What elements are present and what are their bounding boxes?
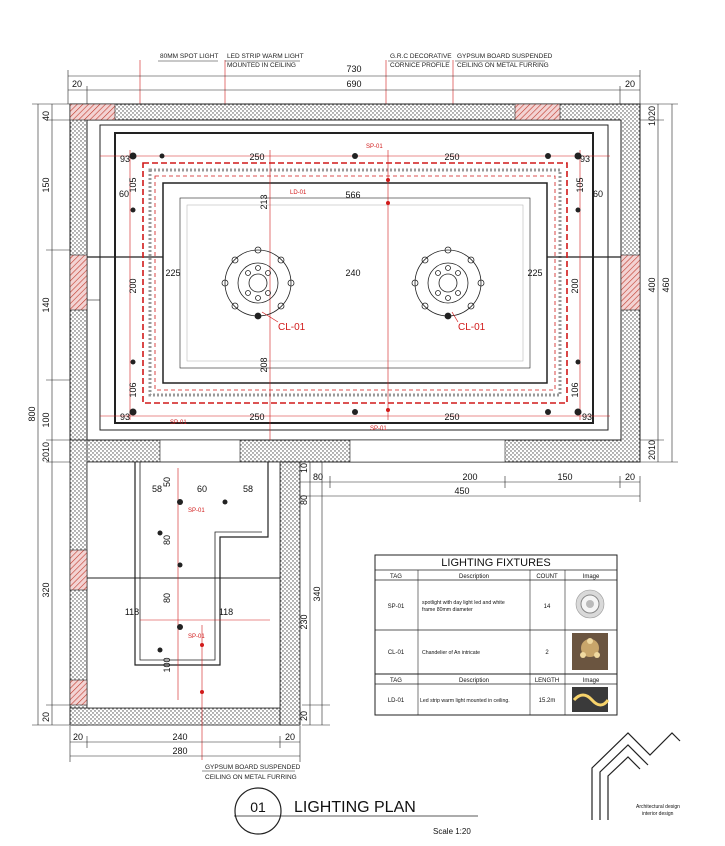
tag-sp01-e: SP-01 — [188, 634, 205, 640]
drawing-number: 01 — [250, 799, 266, 815]
legend-header2-description: Description — [458, 678, 490, 684]
dim-right-460: 460 — [661, 277, 671, 293]
grc-label: G.R.C DECORATIVE — [390, 53, 452, 60]
dim-s-10: 10 — [299, 462, 309, 474]
legend-row2-tag: CL-01 — [387, 650, 405, 656]
dim-left-140: 140 — [41, 297, 51, 313]
dim-lo-58a: 58 — [151, 484, 163, 494]
dim-right-1020: 1020 — [647, 105, 657, 127]
dim-left-100: 100 — [41, 412, 51, 428]
dim-in-213: 213 — [259, 194, 269, 210]
tag-sp01-a: SP-01 — [366, 144, 383, 150]
dim-left-800: 800 — [27, 406, 37, 422]
dim-left-20: 20 — [41, 711, 51, 723]
dim-in-105b: 105 — [575, 177, 585, 193]
dim-s-80: 80 — [299, 494, 309, 506]
dim-lo-60: 60 — [196, 484, 208, 494]
dim-lo-50: 50 — [162, 476, 172, 488]
legend-row3-desc: Led strip warm light mounted in ceiling. — [420, 698, 510, 704]
legend-row1-tag: SP-01 — [387, 604, 405, 610]
dim-in-250a: 250 — [249, 152, 265, 162]
dim-in-93a: 93 — [119, 154, 131, 164]
spotlight-image — [576, 590, 604, 618]
dim-in-106b: 106 — [570, 382, 580, 398]
dim-in-93c: 93 — [119, 412, 131, 422]
legend-header2-length: LENGTH — [534, 678, 560, 684]
dim-in-106a: 106 — [128, 382, 138, 398]
dim-right-400: 400 — [647, 277, 657, 293]
legend-title: LIGHTING FIXTURES — [441, 557, 551, 569]
dim-b-20b: 20 — [284, 732, 296, 742]
logo-line-2: interior design — [642, 811, 674, 817]
dim-in-208: 208 — [259, 357, 269, 373]
left-dimension-lines — [32, 104, 70, 725]
dim-b-280: 280 — [172, 746, 188, 756]
dim-in-93b: 93 — [579, 154, 591, 164]
drawing-title: LIGHTING PLAN — [294, 799, 416, 816]
legend-row2-count: 2 — [545, 650, 549, 656]
tag-ld01: LD-01 — [290, 190, 307, 196]
logo-line-1: Architectural design — [636, 804, 680, 810]
dim-in-225a: 225 — [165, 268, 181, 278]
lower-room-walls — [70, 440, 300, 725]
dim-in-250c: 250 — [249, 412, 265, 422]
dim-in-93d: 93 — [581, 412, 593, 422]
dim-lo-100: 100 — [162, 657, 172, 673]
dim-left-40: 40 — [41, 110, 51, 122]
dim-b-20a: 20 — [72, 732, 84, 742]
dim-r-150: 150 — [557, 472, 573, 482]
dim-in-200b: 200 — [570, 278, 580, 294]
led-strip-image — [572, 687, 608, 712]
dim-b-240: 240 — [172, 732, 188, 742]
dim-in-200a: 200 — [128, 278, 138, 294]
dim-r-20: 20 — [624, 472, 636, 482]
grc-label-2: CORNICE PROFILE — [390, 62, 450, 69]
led-strip-label-2: MOUNTED IN CEILING — [227, 62, 296, 69]
legend-row1-desc: spotlight with day light led and white — [422, 600, 505, 606]
legend-header-description: Description — [458, 574, 490, 580]
dim-in-250d: 250 — [444, 412, 460, 422]
tag-sp01-d: SP-01 — [188, 508, 205, 514]
led-strip-label: LED STRIP WARM LIGHT — [227, 53, 304, 60]
dim-in-566: 566 — [345, 190, 361, 200]
legend-header-count: COUNT — [536, 574, 558, 580]
legend-header2-tag: TAG — [390, 678, 402, 684]
dim-s-230: 230 — [299, 614, 309, 630]
dim-r-200: 200 — [462, 472, 478, 482]
drawing-scale: Scale 1:20 — [433, 827, 471, 836]
dim-lo-118a: 118 — [124, 607, 140, 617]
dim-top-20b: 20 — [624, 79, 636, 89]
legend-header-tag: TAG — [390, 574, 402, 580]
dim-in-60b: 60 — [592, 189, 604, 199]
dim-in-240: 240 — [345, 268, 361, 278]
chandelier-image — [572, 633, 608, 670]
dim-r-80: 80 — [312, 472, 324, 482]
tag-cl01-b: CL-01 — [458, 322, 486, 333]
gypsum-top-label: GYPSUM BOARD SUSPENDED — [457, 53, 553, 60]
dim-lo-80a: 80 — [162, 534, 172, 546]
legend-header-image: Image — [582, 574, 600, 580]
dim-lo-58b: 58 — [242, 484, 254, 494]
gypsum-top-label-2: CEILING ON METAL FURRING — [457, 62, 549, 69]
dim-in-250b: 250 — [444, 152, 460, 162]
gypsum-bottom-label-2: CEILING ON METAL FURRING — [205, 774, 297, 781]
dim-lo-118b: 118 — [218, 607, 234, 617]
legend-row1-desc-2: frame 80mm diameter — [422, 607, 473, 613]
dim-left-150: 150 — [41, 177, 51, 193]
dim-right-2010: 2010 — [647, 439, 657, 461]
right-dimension-lines — [640, 104, 678, 462]
dim-in-105a: 105 — [128, 177, 138, 193]
legend-row1-count: 14 — [543, 604, 551, 610]
dim-in-225b: 225 — [527, 268, 543, 278]
dim-left-320: 320 — [41, 582, 51, 598]
dim-left-2010: 2010 — [41, 441, 51, 463]
dim-s-20: 20 — [299, 710, 309, 722]
dim-in-60a: 60 — [118, 189, 130, 199]
dim-top-690: 690 — [346, 79, 362, 89]
gypsum-bottom-label: GYPSUM BOARD SUSPENDED — [205, 764, 301, 771]
dim-top-20a: 20 — [71, 79, 83, 89]
legend-row2-desc: Chandelier of An intricate — [422, 650, 480, 656]
dim-r-450: 450 — [454, 486, 470, 496]
dim-s-340: 340 — [312, 586, 322, 602]
spot-light-label: 80MM SPOT LIGHT — [160, 53, 219, 60]
legend-row3-length: 15.2m — [538, 698, 556, 704]
tag-cl01-a: CL-01 — [278, 322, 306, 333]
tag-sp01-c: SP-01 — [370, 426, 387, 432]
legend-row3-tag: LD-01 — [387, 698, 405, 704]
dim-top-730: 730 — [346, 64, 362, 74]
tag-sp01-b: SP-01 — [170, 420, 187, 426]
legend-header2-image: Image — [582, 678, 600, 684]
dim-lo-80b: 80 — [162, 592, 172, 604]
